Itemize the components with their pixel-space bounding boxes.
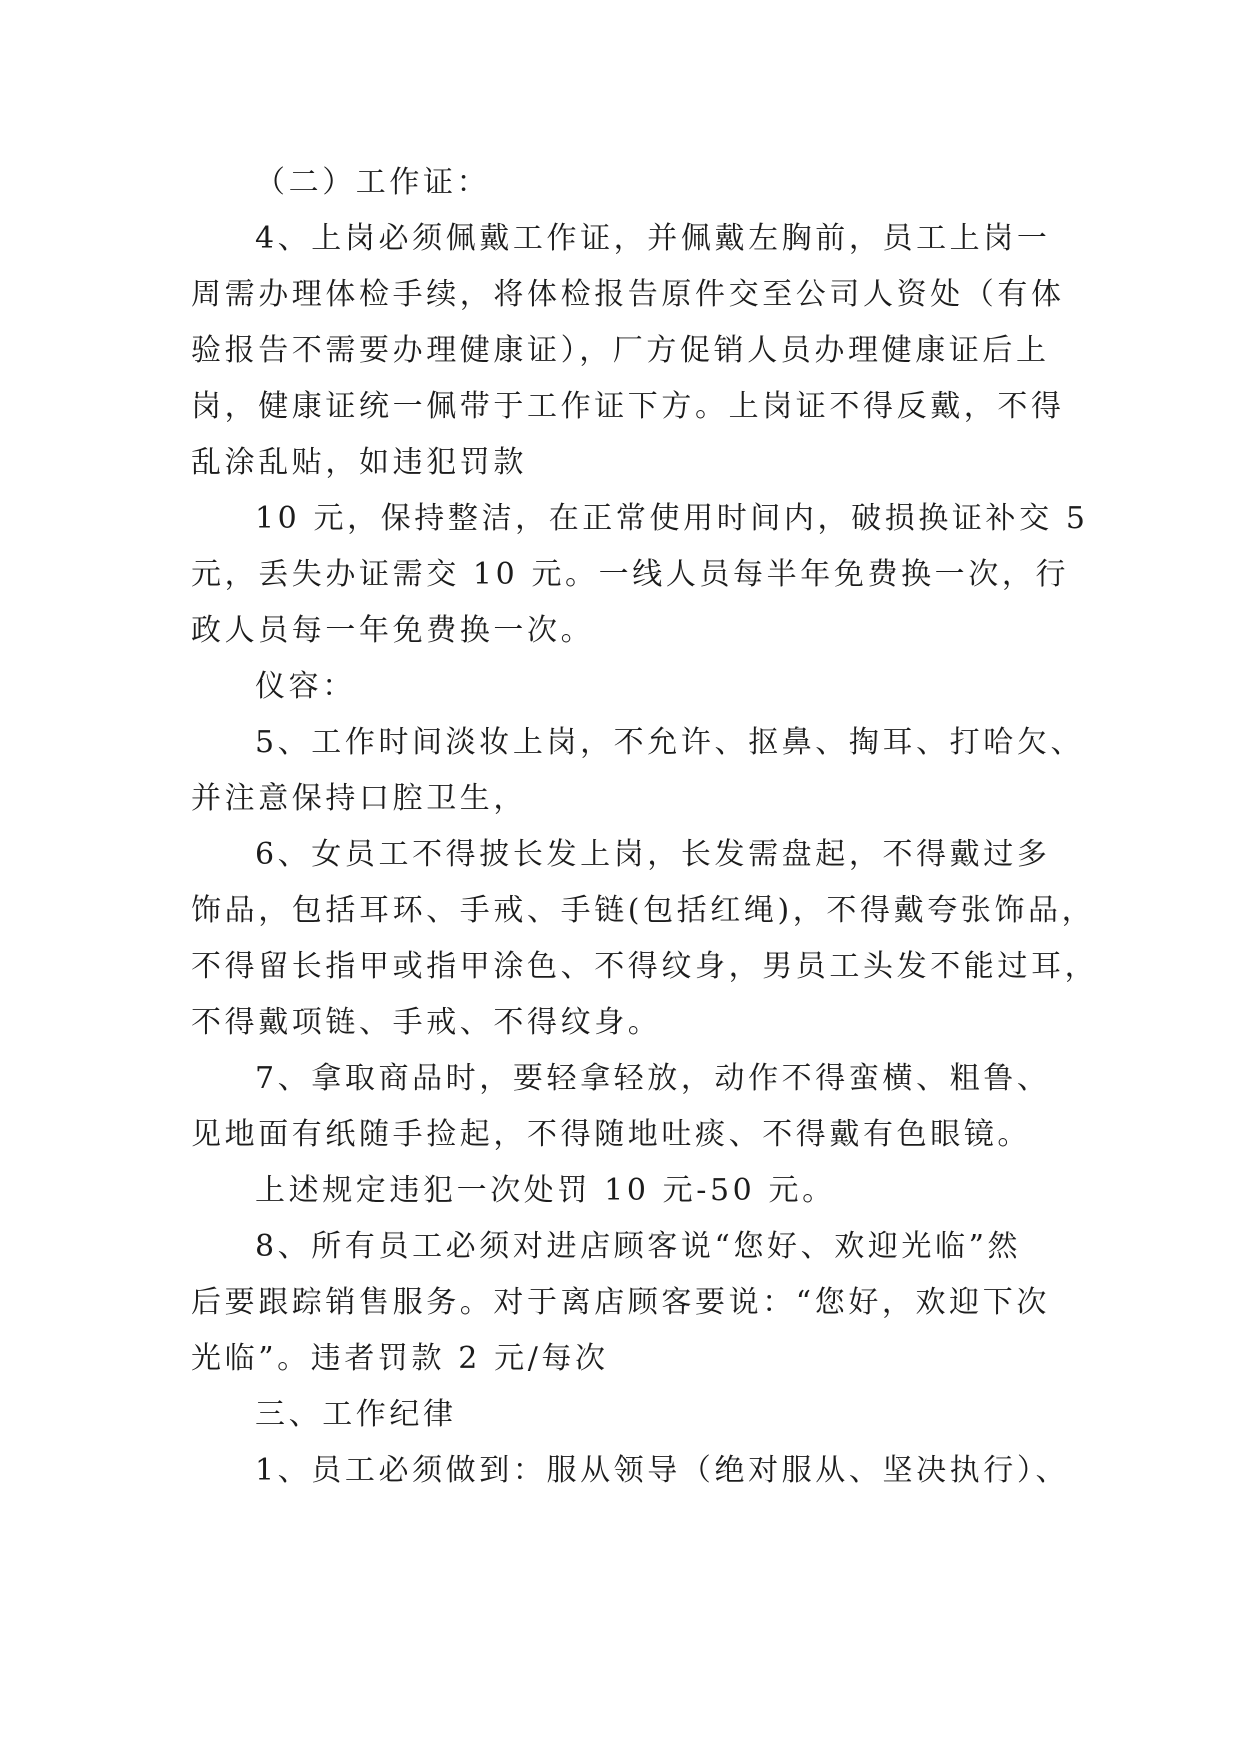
paragraph-line: 见地面有纸随手捡起，不得随地吐痰、不得戴有色眼镜。 [191, 1117, 1031, 1152]
paragraph-line: 乱涂乱贴，如违犯罚款 [191, 445, 527, 480]
paragraph-line: 验报告不需要办理健康证），厂方促销人员办理健康证后上 [191, 333, 1050, 368]
section-heading-work-discipline: 三、工作纪律 [255, 1397, 457, 1432]
paragraph-line: 不得戴项链、手戒、不得纹身。 [191, 1005, 662, 1040]
paragraph-line: 1、员工必须做到：服从领导（绝对服从、坚决执行）、 [255, 1453, 1070, 1488]
paragraph-line: 7、拿取商品时，要轻拿轻放，动作不得蛮横、粗鲁、 [255, 1061, 1051, 1096]
section-heading-work-badge: （二）工作证： [255, 165, 491, 200]
paragraph-line: 岗，健康证统一佩带于工作证下方。上岗证不得反戴，不得 [191, 389, 1065, 424]
paragraph-line: 上述规定违犯一次处罚 10 元-50 元。 [255, 1173, 836, 1208]
paragraph-line: 4、上岗必须佩戴工作证，并佩戴左胸前，员工上岗一 [255, 221, 1051, 256]
paragraph-line: 光临”。违者罚款 2 元/每次 [191, 1341, 609, 1376]
paragraph-line: 并注意保持口腔卫生， [191, 781, 527, 816]
section-heading-appearance: 仪容： [255, 669, 356, 704]
paragraph-line: 周需办理体检手续，将体检报告原件交至公司人资处（有体 [191, 277, 1065, 312]
paragraph-line: 6、女员工不得披长发上岗，长发需盘起，不得戴过多 [255, 837, 1051, 872]
paragraph-line: 不得留长指甲或指甲涂色、不得纹身，男员工头发不能过耳， [191, 949, 1099, 984]
paragraph-line: 8、所有员工必须对进店顾客说“您好、欢迎光临”然 [255, 1229, 1022, 1264]
paragraph-line: 5、工作时间淡妆上岗，不允许、抠鼻、掏耳、打哈欠、 [255, 725, 1085, 760]
paragraph-line: 后要跟踪销售服务。对于离店顾客要说：“您好，欢迎下次 [191, 1285, 1050, 1320]
paragraph-line: 元，丢失办证需交 10 元。一线人员每半年免费换一次，行 [191, 557, 1070, 592]
paragraph-line: 饰品，包括耳环、手戒、手链(包括红绳)，不得戴夸张饰品， [191, 893, 1096, 928]
paragraph-line: 10 元，保持整洁，在正常使用时间内，破损换证补交 5 [255, 501, 1089, 536]
paragraph-line: 政人员每一年免费换一次。 [191, 613, 595, 648]
